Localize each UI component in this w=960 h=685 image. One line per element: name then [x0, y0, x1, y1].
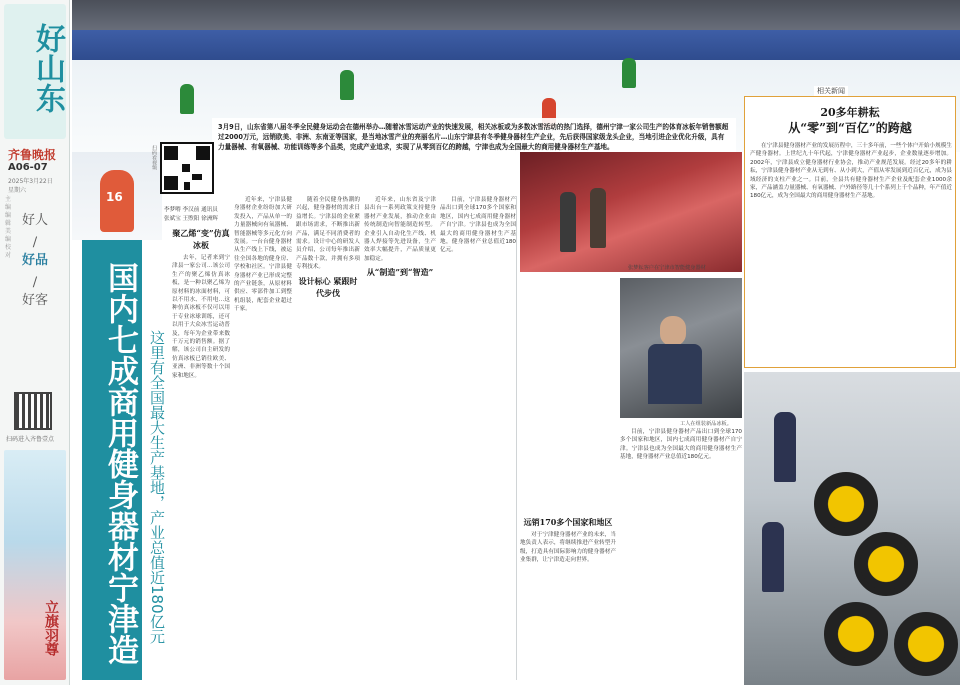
- rink-boards: [72, 30, 960, 60]
- column-divider: [516, 196, 517, 680]
- flywheel: [894, 612, 958, 676]
- video-qr-code[interactable]: [160, 142, 214, 194]
- technician-figure: [774, 412, 796, 482]
- worker-body: [648, 344, 702, 404]
- related-news-title-line2: 从“零”到“百亿”的跨越: [788, 121, 912, 135]
- slogan-line: 好品: [21, 253, 48, 268]
- photo-caption: 工人在组装新品冰板。: [680, 421, 732, 427]
- photo-worker-assembly: [620, 278, 742, 418]
- newspaper-brand: 齐鲁晚报: [8, 148, 57, 162]
- worker-head: [660, 316, 686, 346]
- article-paragraph: 近年来，山东省及宁津县出台一系列政策支持健身器材产业发展，推动企业由传统制造向智能制造转型。企业引入自动化生产线、机器人焊接等先进设备，生产效率大幅提升，产品质量更加稳定。: [364, 197, 436, 262]
- slogan-spacer: /: [32, 275, 38, 290]
- photo-caption: 张梦耘客户在宁津市智能健身器材: [628, 265, 706, 271]
- lead-paragraph: 3月9日，山东省第八届冬季全民健身运动会在德州举办…随着冰雪运动产业的快速发展，相关冰板或为多数冰雪活动的热门选择，德州宁津一家公司生产的体育冰板年销售额超过2000万元，远销欧美、非洲、东南亚等国家，是当地冰雪产业的亮丽名片…山东宁津县有冬季健身器材生产企业，先后获得国家级龙头企业，当地引进企业优化升级，具有力量器械、有氧器械、功能训练等多个品类，完成产业追求，实现了从零到百亿的跨越，宁津也成为全国最大的商用健身器材生产基地。: [218, 123, 729, 151]
- article-column: [520, 276, 616, 680]
- related-news-tag: 相关新闻: [814, 86, 848, 96]
- slogan-line: 好人: [21, 213, 48, 228]
- section-heading: 设计标心 紧跟时代步伐: [298, 275, 358, 298]
- person-figure: [560, 192, 576, 252]
- editor-credits: 主编 编辑 美编 校对: [5, 196, 12, 259]
- section-heading: 从“制造”到“智造”: [366, 267, 434, 278]
- flywheel: [854, 532, 918, 596]
- jersey-number: 16: [106, 190, 123, 204]
- section-heading: 远销170多个国家和地区: [523, 517, 613, 527]
- article-column: [364, 196, 436, 680]
- photo-gym-equipment: [520, 152, 742, 272]
- masthead: [0, 0, 70, 685]
- skater-figure: [622, 58, 636, 88]
- slogan-spacer: /: [32, 235, 38, 250]
- qr-module: [182, 164, 190, 172]
- issue-weekday: 星期六: [8, 187, 27, 194]
- skater-figure: [180, 84, 194, 114]
- photo-spin-bikes: [744, 372, 960, 685]
- issue-date: 2025年3月22日: [8, 178, 53, 185]
- article-column: [172, 224, 230, 680]
- qr-video-label: 扫码看视频: [151, 145, 157, 170]
- qr-finder: [196, 146, 210, 160]
- skater-figure: [340, 70, 354, 100]
- article-paragraph: 去年，记者来到宁津县一家公司…该公司生产的聚乙烯仿真冰板，是一种以聚乙烯为原材料的冰面材料，可以不用水、不用电…这种仿真冰板不仅可以用于专业冰球训练，还可以用于大众冰雪运动普及，每年为企业带来数千万元的销售额。据了解，该公司自主研发的仿真冰板已销往欧美、亚洲、非洲等数十个国家和地区。: [172, 255, 230, 379]
- article-paragraph: 目前，宁津县健身器材产品出口到全球170多个国家和地区，国内七成商用健身器材产自宁津。宁津县也成为全国最大的商用健身器材生产基地，健身器材产业总值近180亿元。: [620, 429, 742, 461]
- related-news-title: [746, 106, 954, 136]
- article-paragraph: 随着全民健身热潮的兴起，健身器材的需求日益增长。宁津县的企业紧跟市场需求，不断推出新产品，满足不同消费者的需求。设计中心的研发人员介绍，公司每年推出新产品数十款，并拥有多项专利技术。: [296, 197, 360, 271]
- qr-finder: [164, 176, 178, 190]
- qr-module: [192, 174, 202, 180]
- article-paragraph: 在宁津县健身器材产业的发展历程中，三十多年前，一些个体户开始小规模生产健身器材。上世纪九十年代起，宁津健身器材产业起步，企业数量逐步增加。2002年，宁津县成立健身器材行业协会，推动产业规范发展。经过20多年的耕耘，宁津县健身器材产业从无到有、从小到大，产值从零发展到近百亿元，成为县域经济的支柱产业之一。目前，全县共有健身器材生产企业及配套企业1000余家，产品涵盖力量器械、有氧器械、户外路径等几十个系列上千个品种，年产值近180亿元，成为全国最大的商用健身器材生产基地。: [750, 143, 952, 200]
- article-column: [440, 196, 516, 680]
- article-paragraph: 对于宁津健身器材产业的未来，当地负责人表示，将继续推进产业转型升级，打造具有国际影响力的健身器材产业集群，让宁津造走向世界。: [520, 532, 616, 564]
- byline-names: 张斌宝 王煦阳 徐洲辉: [164, 216, 218, 222]
- section-logo: 好山东: [30, 23, 65, 113]
- article-column: [234, 196, 292, 680]
- flywheel: [824, 602, 888, 666]
- technician-figure: [762, 522, 784, 592]
- article-column: [296, 196, 360, 680]
- article-paragraph: 近年来，宁津县健身器材企业纷纷加大研发投入，产品从单一的力量器械向有氧器械、智能器械等多元化方向发展。一台台健身器材从生产线上下线，被运往全国各地的健身房、学校和社区。宁津县健身器材产业已形成完整的产业链条，从原材料供应、零部件加工到整机组装，配套企业超过千家。: [234, 197, 292, 313]
- photo-child-skater: [72, 152, 162, 240]
- masthead-qr-code[interactable]: [14, 392, 52, 430]
- sub-headline: 这里有全国最大生产基地，产业总值近180亿元: [148, 330, 166, 644]
- spectators: [72, 0, 960, 32]
- related-news-title-line1: 20多年耕耘: [820, 106, 880, 119]
- section-slogan: [20, 210, 50, 312]
- artwork-calligraphy: 立旗羽尊: [43, 600, 59, 656]
- article-paragraph: 目前，宁津县健身器材产品出口到全球170多个国家和地区，国内七成商用健身器材产自宁津。宁津县也成为全国最大的商用健身器材生产基地，健身器材产业总值近180亿元。: [440, 197, 516, 254]
- person-figure: [590, 188, 606, 248]
- qr-caption: 扫码进入齐鲁壹点: [6, 436, 55, 443]
- flywheel: [814, 472, 878, 536]
- related-news-body: [750, 142, 952, 364]
- byline-reporters: 李梦嘚 李汉前 通讯员: [164, 207, 218, 213]
- main-headline: 国内七成商用健身器材宁津造: [102, 262, 138, 665]
- child-skater: [100, 170, 134, 232]
- section-heading: 聚乙烯“变”仿真冰板: [172, 228, 230, 250]
- qr-module: [184, 182, 190, 190]
- page-number: A06-07: [8, 162, 48, 173]
- qr-finder: [164, 146, 178, 160]
- article-column: [620, 428, 742, 680]
- byline: [164, 206, 234, 224]
- slogan-line: 好客: [21, 293, 48, 308]
